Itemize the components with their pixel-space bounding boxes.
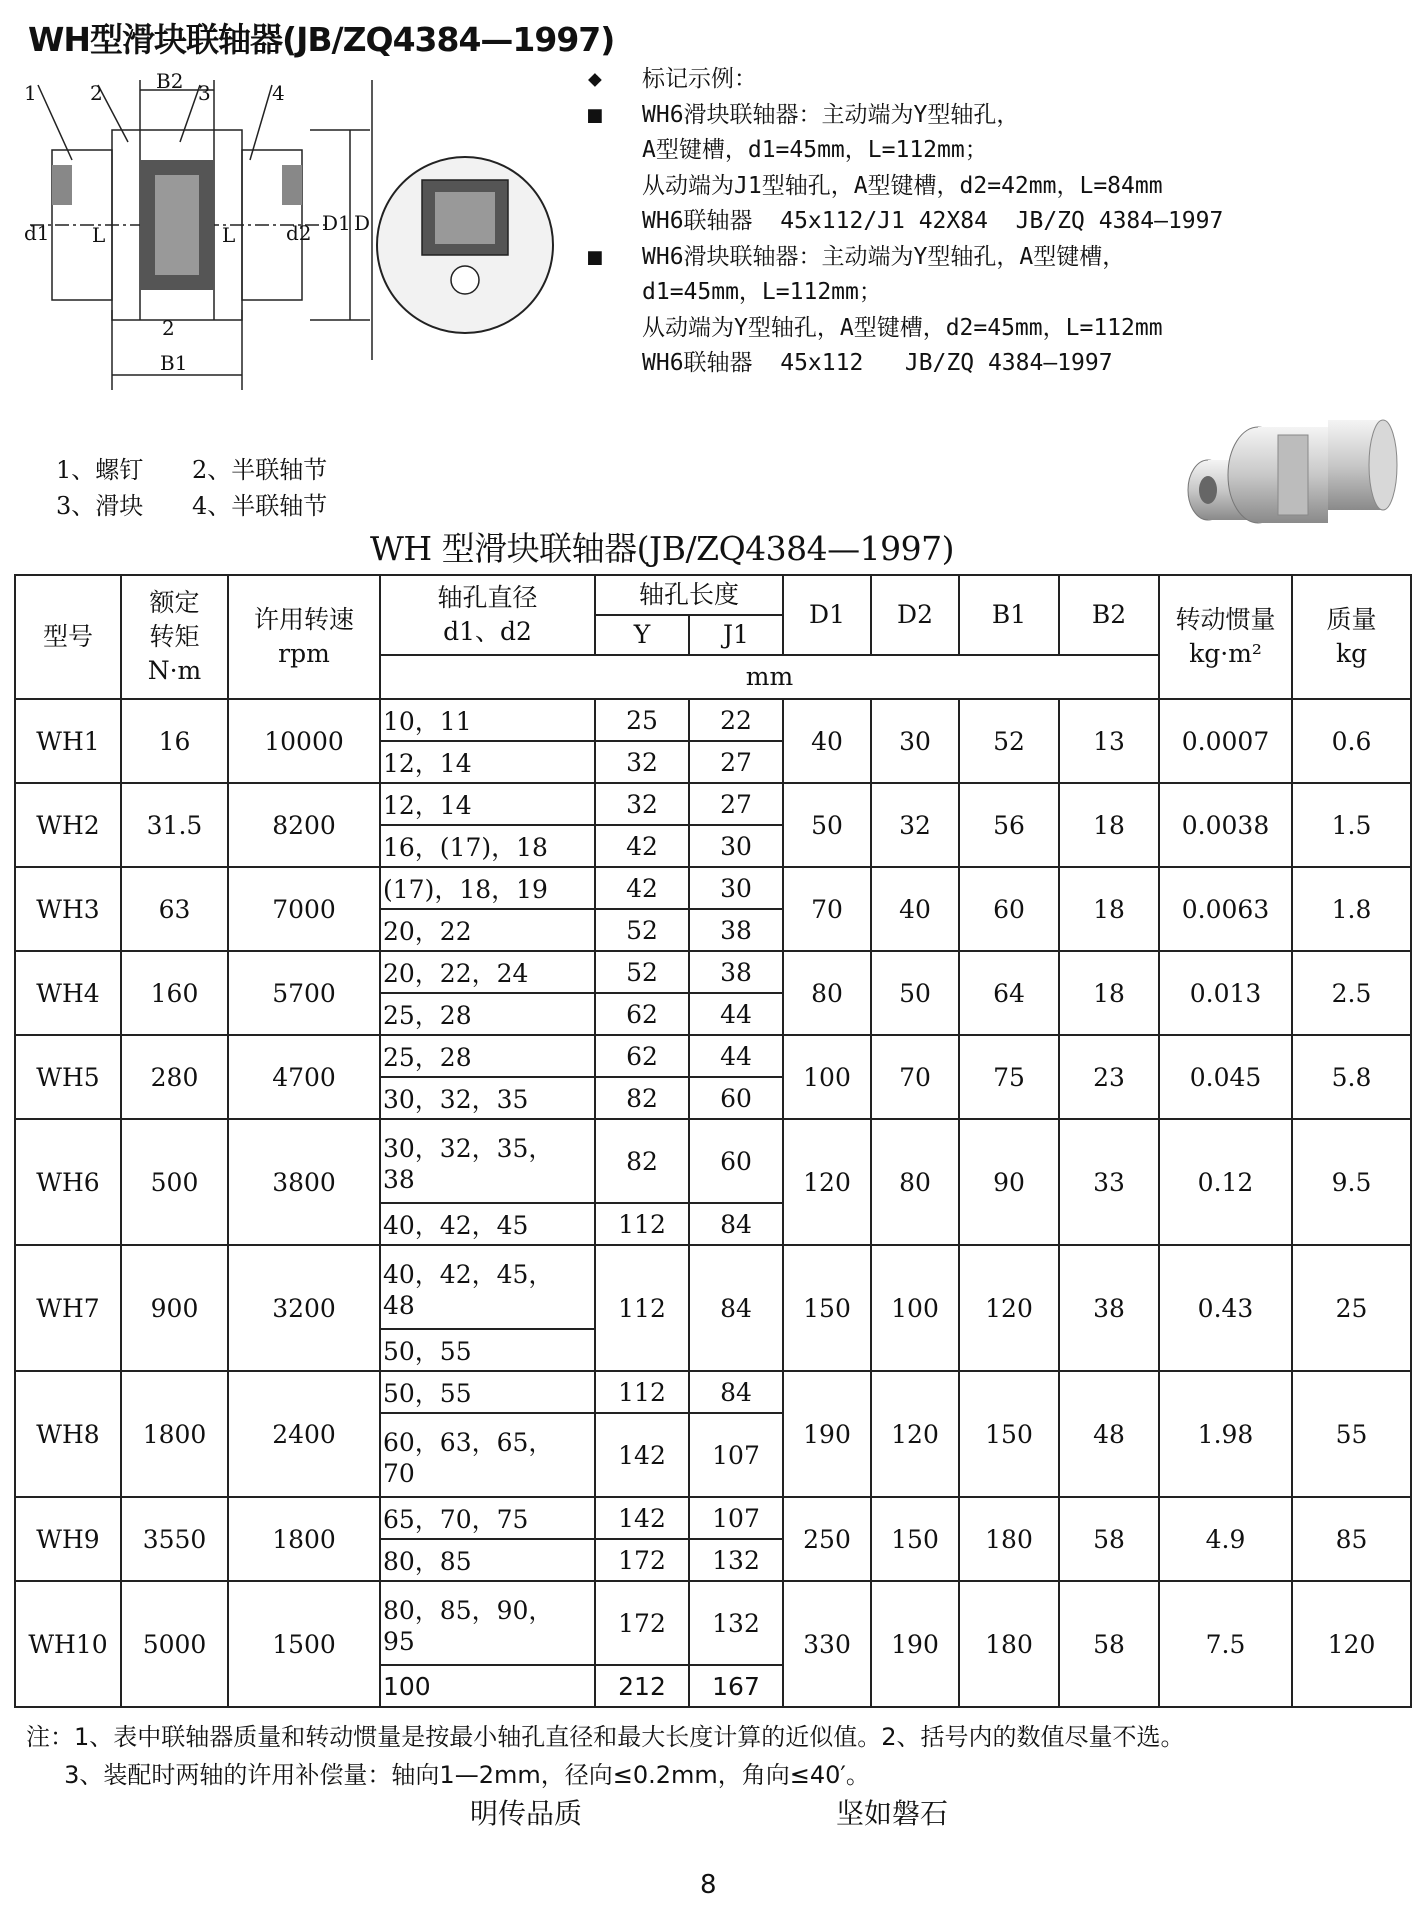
table-cell: 3800 xyxy=(228,1119,380,1245)
table-cell: 80 xyxy=(871,1119,959,1245)
table-cell: 60 xyxy=(959,867,1059,951)
table-cell: 18 xyxy=(1059,783,1159,867)
table-cell: WH3 xyxy=(15,867,121,951)
table-cell: 112 xyxy=(595,1245,689,1371)
table-cell: 23 xyxy=(1059,1035,1159,1119)
table-cell: 42 xyxy=(595,825,689,867)
table-cell: 85 xyxy=(1292,1497,1411,1581)
header-D2: D2 xyxy=(871,575,959,655)
table-cell: 330 xyxy=(783,1581,871,1707)
table-cell: 0.045 xyxy=(1159,1035,1292,1119)
table-cell: 3550 xyxy=(121,1497,228,1581)
table-cell: 33 xyxy=(1059,1119,1159,1245)
table-cell: 27 xyxy=(689,783,783,825)
table-cell: 80，85，90， 95 xyxy=(380,1581,595,1665)
table-cell: 180 xyxy=(959,1497,1059,1581)
table-cell: 62 xyxy=(595,993,689,1035)
table-cell: 65，70，75 xyxy=(380,1497,595,1539)
table-cell: 44 xyxy=(689,993,783,1035)
table-cell: 2400 xyxy=(228,1371,380,1497)
table-cell: 150 xyxy=(871,1497,959,1581)
table-cell: 20，22，24 xyxy=(380,951,595,993)
table-cell: 82 xyxy=(595,1119,689,1203)
table-cell: 70 xyxy=(783,867,871,951)
part-1: 1、螺钉 xyxy=(56,456,144,484)
table-row xyxy=(15,1497,1411,1539)
table-cell: 3200 xyxy=(228,1245,380,1371)
table-cell: 50，55 xyxy=(380,1371,595,1413)
table-cell: 7000 xyxy=(228,867,380,951)
table-cell: 1.98 xyxy=(1159,1371,1292,1497)
example1-line3: 从动端为J1型轴孔，A型键槽，d2=42mm，L=84mm xyxy=(642,172,1163,199)
table-cell: 20，22 xyxy=(380,909,595,951)
table-cell: 50，55 xyxy=(380,1329,595,1371)
table-cell: 25，28 xyxy=(380,993,595,1035)
table-cell: 80，85 xyxy=(380,1539,595,1581)
footer-note-1: 注：1、表中联轴器质量和转动惯量是按最小轴孔直径和最大长度计算的近似值。2、括号内的数值尽量不选。 xyxy=(26,1723,1185,1751)
table-row xyxy=(15,699,1411,741)
table-cell: 0.0007 xyxy=(1159,699,1292,783)
label-2: 2 xyxy=(162,316,175,340)
table-cell: 142 xyxy=(595,1413,689,1497)
table-cell: 52 xyxy=(595,951,689,993)
table-cell: 25，28 xyxy=(380,1035,595,1077)
footer-notes xyxy=(26,1718,1185,1794)
table-cell: 62 xyxy=(595,1035,689,1077)
callout-1: 1 xyxy=(24,81,37,105)
table-cell: WH5 xyxy=(15,1035,121,1119)
table-cell: 0.013 xyxy=(1159,951,1292,1035)
table-cell: 31.5 xyxy=(121,783,228,867)
table-row xyxy=(15,1371,1411,1413)
example2-line2: d1=45mm，L=112mm； xyxy=(642,279,882,305)
header-B2: B2 xyxy=(1059,575,1159,655)
table-cell: 1800 xyxy=(121,1371,228,1497)
table-cell: 32 xyxy=(595,783,689,825)
slogan-right: 坚如磐石 xyxy=(836,1797,949,1830)
table-cell: 60，63，65， 70 xyxy=(380,1413,595,1497)
table-cell: 16 xyxy=(121,699,228,783)
table-cell: 30 xyxy=(689,867,783,909)
table-cell: 107 xyxy=(689,1413,783,1497)
table-cell: 132 xyxy=(689,1581,783,1665)
table-cell: 4700 xyxy=(228,1035,380,1119)
table-cell: 5000 xyxy=(121,1581,228,1707)
table-row xyxy=(15,1581,1411,1665)
table-cell: 60 xyxy=(689,1077,783,1119)
header-bore: 轴孔直径 d1、d2 xyxy=(380,575,595,655)
table-cell: 1.8 xyxy=(1292,867,1411,951)
page-number: 8 xyxy=(700,1870,717,1900)
table-cell: 500 xyxy=(121,1119,228,1245)
label-D: D xyxy=(354,211,371,235)
table-cell: 48 xyxy=(1059,1371,1159,1497)
example2-line3: 从动端为Y型轴孔，A型键槽，d2=45mm，L=112mm xyxy=(642,314,1163,341)
table-cell: 52 xyxy=(595,909,689,951)
label-d2: d2 xyxy=(286,221,312,245)
table-cell: (17)，18，19 xyxy=(380,867,595,909)
table-cell: 2.5 xyxy=(1292,951,1411,1035)
table-cell: 84 xyxy=(689,1371,783,1413)
table-cell: 38 xyxy=(689,951,783,993)
table-cell: 82 xyxy=(595,1077,689,1119)
table-cell: 100 xyxy=(783,1035,871,1119)
footer-note-2: 3、装配时两轴的许用补偿量：轴向1—2mm，径向≤0.2mm，角向≤40′。 xyxy=(64,1761,870,1789)
label-L-right: L xyxy=(222,223,236,247)
table-cell: 30 xyxy=(871,699,959,783)
callout-4: 4 xyxy=(272,81,285,105)
table-cell: WH6 xyxy=(15,1119,121,1245)
table-cell: 84 xyxy=(689,1245,783,1371)
table-cell: WH10 xyxy=(15,1581,121,1707)
parts-list xyxy=(56,452,327,524)
header-D1: D1 xyxy=(783,575,871,655)
table-cell: 5.8 xyxy=(1292,1035,1411,1119)
slogan-left: 明传品质 xyxy=(470,1797,583,1830)
table-cell: 4.9 xyxy=(1159,1497,1292,1581)
table-cell: 0.0063 xyxy=(1159,867,1292,951)
table-cell: WH8 xyxy=(15,1371,121,1497)
part-4: 4、半联轴节 xyxy=(192,492,328,520)
table-cell: 107 xyxy=(689,1497,783,1539)
table-row xyxy=(15,783,1411,825)
table-cell: 100 xyxy=(380,1665,595,1707)
table-cell: 0.6 xyxy=(1292,699,1411,783)
header-B1: B1 xyxy=(959,575,1059,655)
table-row xyxy=(15,1119,1411,1203)
coupling-product-image xyxy=(1178,395,1398,545)
table-cell: 120 xyxy=(959,1245,1059,1371)
header-model: 型号 xyxy=(15,575,121,699)
table-cell: 12，14 xyxy=(380,783,595,825)
table-cell: 25 xyxy=(595,699,689,741)
diamond-bullet-icon: ◆ xyxy=(588,66,602,92)
table-cell: 5700 xyxy=(228,951,380,1035)
table-cell: 0.12 xyxy=(1159,1119,1292,1245)
table-cell: 250 xyxy=(783,1497,871,1581)
table-cell: 132 xyxy=(689,1539,783,1581)
table-cell: 30，32，35 xyxy=(380,1077,595,1119)
table-cell: 1800 xyxy=(228,1497,380,1581)
table-cell: 40，42，45 xyxy=(380,1203,595,1245)
marking-examples xyxy=(588,62,1223,382)
table-cell: 64 xyxy=(959,951,1059,1035)
table-cell: 90 xyxy=(959,1119,1059,1245)
table-cell: 18 xyxy=(1059,951,1159,1035)
table-cell: 13 xyxy=(1059,699,1159,783)
label-d1: d1 xyxy=(24,221,50,245)
table-cell: 22 xyxy=(689,699,783,741)
table-cell: 280 xyxy=(121,1035,228,1119)
table-cell: 167 xyxy=(689,1665,783,1707)
table-cell: 142 xyxy=(595,1497,689,1539)
table-cell: 60 xyxy=(689,1119,783,1203)
table-cell: 27 xyxy=(689,741,783,783)
table-cell: 44 xyxy=(689,1035,783,1077)
table-row xyxy=(15,1035,1411,1077)
table-cell: 58 xyxy=(1059,1497,1159,1581)
label-b2: B2 xyxy=(156,70,184,93)
square-bullet-icon: ■ xyxy=(588,101,602,128)
table-cell: 40 xyxy=(871,867,959,951)
page-title: WH型滑块联轴器(JB/ZQ4384—1997) xyxy=(28,20,615,59)
table-cell: 12，14 xyxy=(380,741,595,783)
table-cell: 25 xyxy=(1292,1245,1411,1371)
table-cell: 52 xyxy=(959,699,1059,783)
table-cell: 40，42，45， 48 xyxy=(380,1245,595,1329)
example2-line1: WH6滑块联轴器：主动端为Y型轴孔，A型键槽， xyxy=(642,243,1126,270)
table-cell: 38 xyxy=(1059,1245,1159,1371)
example2-line4: WH6联轴器 45x112 JB/ZQ 4384—1997 xyxy=(642,350,1113,376)
table-cell: 100 xyxy=(871,1245,959,1371)
table-title: WH 型滑块联轴器(JB/ZQ4384—1997) xyxy=(370,529,954,568)
table-cell: WH9 xyxy=(15,1497,121,1581)
table-cell: 58 xyxy=(1059,1581,1159,1707)
table-cell: 42 xyxy=(595,867,689,909)
table-cell: 212 xyxy=(595,1665,689,1707)
table-cell: 190 xyxy=(783,1371,871,1497)
table-cell: 63 xyxy=(121,867,228,951)
table-cell: 30 xyxy=(689,825,783,867)
table-cell: WH7 xyxy=(15,1245,121,1371)
table-cell: 180 xyxy=(959,1581,1059,1707)
part-2: 2、半联轴节 xyxy=(192,456,328,484)
example1-line1: WH6滑块联轴器：主动端为Y型轴孔， xyxy=(642,101,1020,128)
table-cell: 190 xyxy=(871,1581,959,1707)
header-speed: 许用转速 rpm xyxy=(228,575,380,699)
table-cell: 150 xyxy=(783,1245,871,1371)
header-j1: J1 xyxy=(689,615,783,655)
table-cell: 900 xyxy=(121,1245,228,1371)
table-cell: 32 xyxy=(595,741,689,783)
table-cell: 112 xyxy=(595,1371,689,1413)
table-cell: 70 xyxy=(871,1035,959,1119)
table-cell: 1.5 xyxy=(1292,783,1411,867)
table-cell: 0.43 xyxy=(1159,1245,1292,1371)
table-cell: 75 xyxy=(959,1035,1059,1119)
label-D1: D1 xyxy=(322,211,351,235)
label-b1: B1 xyxy=(160,351,188,375)
part-3: 3、滑块 xyxy=(56,492,144,520)
table-cell: WH1 xyxy=(15,699,121,783)
table-cell: 120 xyxy=(783,1119,871,1245)
table-cell: 55 xyxy=(1292,1371,1411,1497)
table-cell: 50 xyxy=(783,783,871,867)
callout-2: 2 xyxy=(90,81,103,105)
table-cell: 8200 xyxy=(228,783,380,867)
header-y: Y xyxy=(595,615,689,655)
table-cell: 38 xyxy=(689,909,783,951)
label-L-left: L xyxy=(92,223,106,247)
header-mass: 质量 kg xyxy=(1292,575,1411,699)
example1-line4: WH6联轴器 45x112/J1 42X84 JB/ZQ 4384—1997 xyxy=(642,208,1224,234)
table-cell: 16，(17)，18 xyxy=(380,825,595,867)
table-cell: 40 xyxy=(783,699,871,783)
table-cell: 80 xyxy=(783,951,871,1035)
table-cell: 32 xyxy=(871,783,959,867)
table-cell: 120 xyxy=(1292,1581,1411,1707)
table-cell: 150 xyxy=(959,1371,1059,1497)
table-cell: 18 xyxy=(1059,867,1159,951)
header-length: 轴孔长度 xyxy=(595,575,783,615)
table-cell: 10，11 xyxy=(380,699,595,741)
table-cell: 172 xyxy=(595,1539,689,1581)
table-cell: WH2 xyxy=(15,783,121,867)
callout-3: 3 xyxy=(198,81,211,105)
header-torque: 额定 转矩 N·m xyxy=(121,575,228,699)
table-cell: 50 xyxy=(871,951,959,1035)
square-bullet-icon: ■ xyxy=(588,243,602,270)
table-cell: 7.5 xyxy=(1159,1581,1292,1707)
header-inertia: 转动惯量 kg·m² xyxy=(1159,575,1292,699)
table-cell: 112 xyxy=(595,1203,689,1245)
notes-heading: 标记示例： xyxy=(642,66,757,92)
table-cell: 1500 xyxy=(228,1581,380,1707)
table-row xyxy=(15,951,1411,993)
table-cell: 84 xyxy=(689,1203,783,1245)
header-mm-unit: mm xyxy=(380,655,1159,699)
table-cell: 172 xyxy=(595,1581,689,1665)
table-cell: 160 xyxy=(121,951,228,1035)
table-cell: 0.0038 xyxy=(1159,783,1292,867)
table-row xyxy=(15,867,1411,909)
table-cell: 120 xyxy=(871,1371,959,1497)
spec-table xyxy=(14,574,1412,1708)
table-row xyxy=(15,1245,1411,1329)
coupling-technical-drawing xyxy=(10,70,570,400)
example1-line2: A型键槽，d1=45mm，L=112mm； xyxy=(642,137,988,163)
table-cell: 30，32，35， 38 xyxy=(380,1119,595,1203)
table-cell: 56 xyxy=(959,783,1059,867)
table-cell: 9.5 xyxy=(1292,1119,1411,1245)
table-cell: 10000 xyxy=(228,699,380,783)
table-cell: WH4 xyxy=(15,951,121,1035)
